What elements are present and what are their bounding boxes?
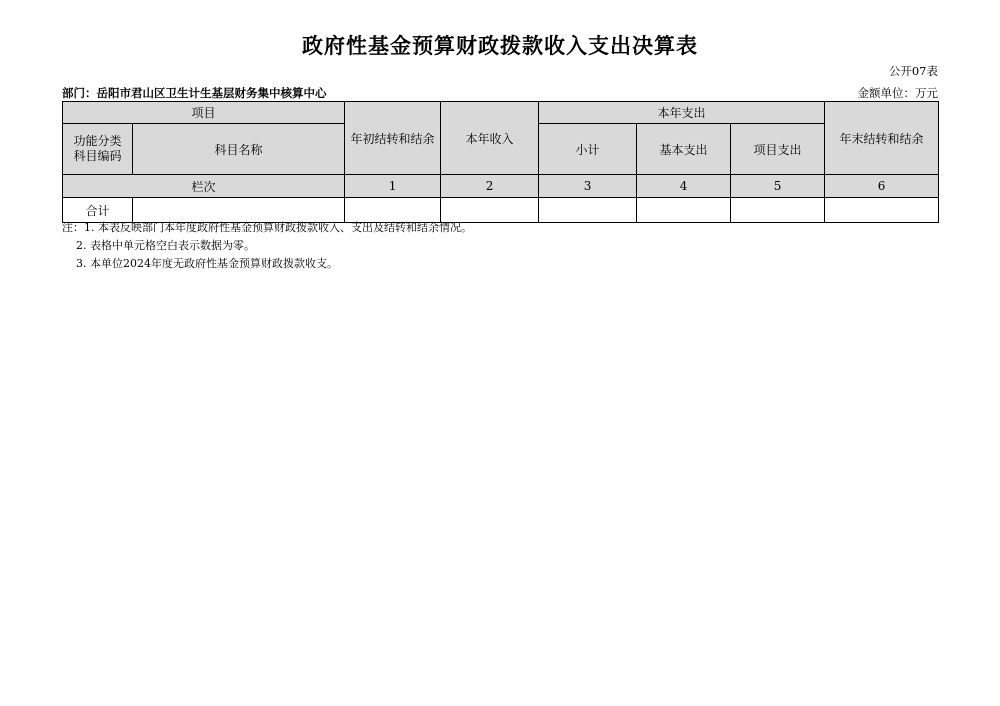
column-number-3: 3	[539, 175, 637, 198]
cell-subject-name	[133, 198, 345, 223]
column-number-2: 2	[441, 175, 539, 198]
header-project-group: 项目	[63, 102, 345, 124]
header-begin-balance: 年初结转和结余	[345, 102, 441, 175]
cell-basic-expenditure	[637, 198, 731, 223]
header-project-expenditure: 项目支出	[731, 124, 825, 175]
cell-subtotal	[539, 198, 637, 223]
header-function-code: 功能分类 科目编码	[63, 124, 133, 175]
cell-project-expenditure	[731, 198, 825, 223]
header-year-income: 本年收入	[441, 102, 539, 175]
note-line-3: 3. 本单位2024年度无政府性基金预算财政拨款收支。	[76, 257, 338, 270]
header-subject-name: 科目名称	[133, 124, 345, 175]
cell-function-code: 合计	[63, 198, 133, 223]
column-number-row	[63, 175, 939, 198]
department-label: 部门：岳阳市君山区卫生计生基层财务集中核算中心	[62, 86, 327, 100]
table-header-group-row	[63, 102, 939, 124]
form-code-label: 公开07表	[888, 64, 938, 78]
note-line-1: 注：1. 本表反映部门本年度政府性基金预算财政拨款收入、支出及结转和结余情况。	[62, 221, 472, 234]
header-basic-expenditure: 基本支出	[637, 124, 731, 175]
cell-year-income	[441, 198, 539, 223]
page-title: 政府性基金预算财政拨款收入支出决算表	[302, 33, 698, 58]
table-row	[63, 198, 939, 223]
column-number-4: 4	[637, 175, 731, 198]
budget-table	[62, 101, 939, 223]
column-number-6: 6	[825, 175, 939, 198]
table-notes	[62, 222, 472, 276]
header-subtotal: 小计	[539, 124, 637, 175]
header-year-expenditure-group: 本年支出	[539, 102, 825, 124]
column-number-label: 栏次	[63, 175, 345, 198]
cell-end-balance	[825, 198, 939, 223]
note-line-2: 2. 表格中单元格空白表示数据为零。	[76, 239, 255, 252]
amount-unit-label: 金额单位：万元	[857, 86, 938, 100]
cell-begin-balance	[345, 198, 441, 223]
header-end-balance: 年末结转和结余	[825, 102, 939, 175]
column-number-5: 5	[731, 175, 825, 198]
column-number-1: 1	[345, 175, 441, 198]
